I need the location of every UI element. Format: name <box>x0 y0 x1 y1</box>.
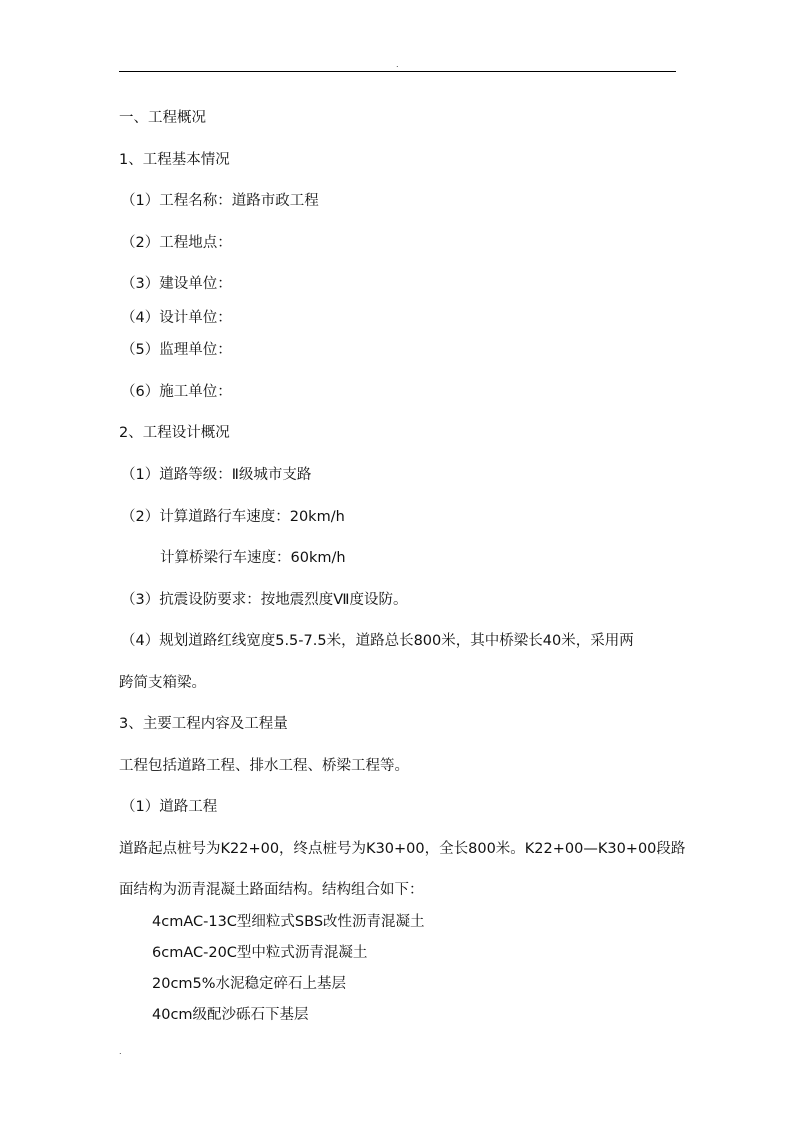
layer-4: 40cm级配沙砾石下基层 <box>152 1007 309 1023</box>
item-project-name: （1）工程名称：道路市政工程 <box>121 193 319 209</box>
header-rule <box>119 71 676 72</box>
item-road-width: （4）规划道路红线宽度5.5-7.5米，道路总长800米，其中桥梁长40米，采用两 <box>121 633 634 649</box>
item-supervision-unit: （5）监理单位： <box>121 342 232 358</box>
paragraph-road-structure: 面结构为沥青混凝土路面结构。结构组合如下： <box>119 882 424 898</box>
item-design-unit: （4）设计单位： <box>121 310 232 326</box>
item-road-speed: （2）计算道路行车速度：20km/h <box>121 509 345 525</box>
item-seismic: （3）抗震设防要求：按地震烈度Ⅶ度设防。 <box>121 592 408 608</box>
section-heading-overview: 一、工程概况 <box>119 110 206 126</box>
item-road-grade: （1）道路等级：Ⅱ级城市支路 <box>121 467 312 483</box>
item-project-location: （2）工程地点： <box>121 235 232 251</box>
paragraph-road-stakes: 道路起点桩号为K22+00，终点桩号为K30+00，全长800米。K22+00—K30+00段路 <box>119 841 686 857</box>
item-road-works: （1）道路工程 <box>121 799 218 815</box>
subsection-heading-main-work: 3、主要工程内容及工程量 <box>119 716 288 732</box>
layer-3: 20cm5%水泥稳定碎石上基层 <box>152 976 347 992</box>
item-road-width-cont: 跨简支箱梁。 <box>119 675 206 691</box>
footer-dot: . <box>119 1047 122 1056</box>
header-dot: . <box>396 60 399 69</box>
item-construction-unit: （3）建设单位： <box>121 276 232 292</box>
layer-1: 4cmAC-13C型细粒式SBS改性沥青混凝土 <box>152 914 425 930</box>
subsection-heading-basic-info: 1、工程基本情况 <box>119 152 230 168</box>
subsection-heading-design: 2、工程设计概况 <box>119 425 230 441</box>
layer-2: 6cmAC-20C型中粒式沥青混凝土 <box>152 945 368 961</box>
item-builder-unit: （6）施工单位： <box>121 384 232 400</box>
item-bridge-speed: 计算桥梁行车速度：60km/h <box>160 550 346 566</box>
paragraph-work-scope: 工程包括道路工程、排水工程、桥梁工程等。 <box>119 758 409 774</box>
